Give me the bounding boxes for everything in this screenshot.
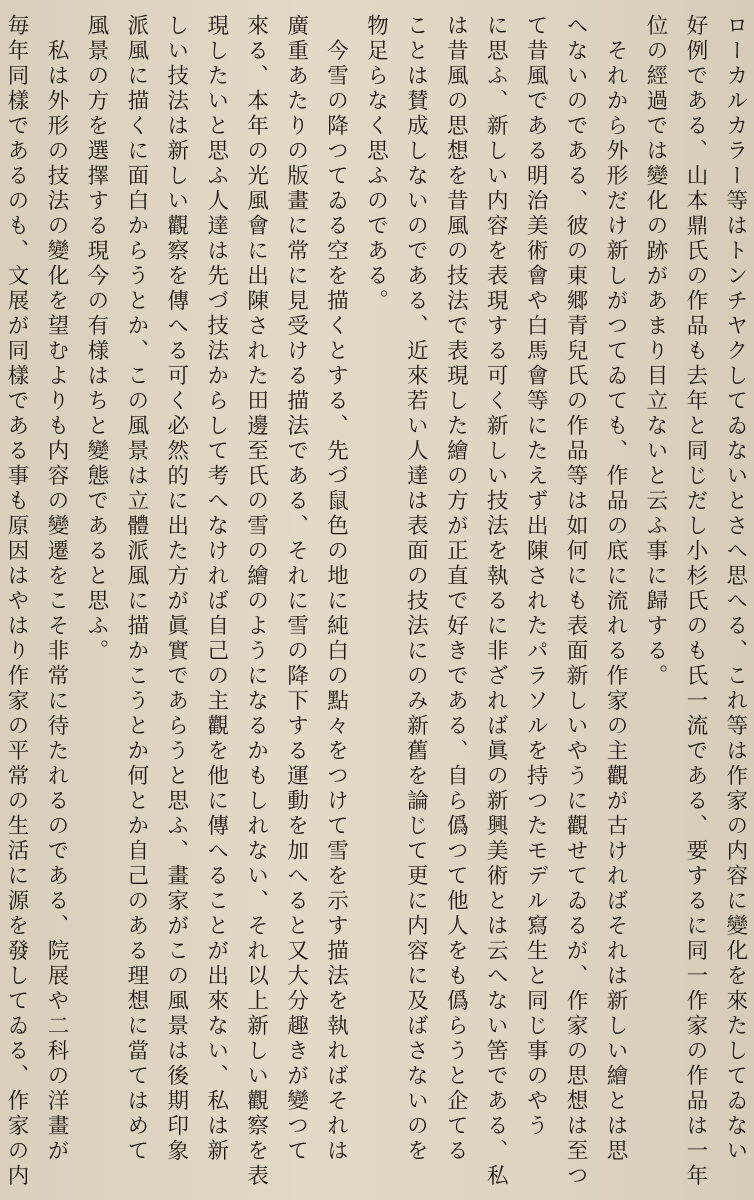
text-column: 物足らなく思ふのである。: [363, 14, 389, 314]
text-column: 現したいと思ふ人達は先づ技法からして考へなければ自己の主觀を他に傳へることが出來ない、私は新: [203, 14, 229, 1164]
text-column: 位の經過では變化の跡があまり目立ないと云ふ事に歸する。: [643, 14, 668, 689]
text-column: 好例である、山本鼎氏の作品も去年と同じだし小杉氏のも氏一流である、要するに同一作家の作品は一年: [682, 14, 708, 1189]
vertical-text-block: [2, 14, 750, 1190]
text-column: 今雪の降つてゐる空を描くとする、先づ鼠色の地に純白の點々をつけて雪を示す描法を執ればそれは: [323, 14, 349, 1164]
text-column: ことは賛成しないのである、近來若い人達は表面の技法にのみ新舊を論じて更に内容に及ばさないのを: [403, 14, 429, 1164]
text-column: ローカルカラー等はトンチヤクしてゐないとさへ思へる、これ等は作家の内容に變化を來たしてゐない: [722, 14, 748, 1164]
text-column: へないのである、彼の東郷青兒氏の作品等は如何にも表面新しいやうに觀せてゐるが、作家の思想は至つ: [563, 14, 589, 1189]
text-column: は昔風の思想を昔風の技法で表現した繪の方が正直で好きである、自ら僞つて他人をも僞らうと企てる: [443, 14, 469, 1164]
text-column: 來る、本年の光風會に出陳された田邊至氏の雪の繪のようになるかもしれない、それ以上新しい觀察を表: [243, 14, 269, 1189]
text-column: しい技法は新しい觀察を傳へる可く必然的に出た方が眞實であらうと思ふ、畫家がこの風景は後期印象: [163, 14, 189, 1164]
text-column: 私は外形の技法の變化を望むよりも内容の變遷をこそ非常に待たれるのである、院展や二科の洋畫が: [43, 14, 69, 1164]
text-column: 廣重あたりの版畫に常に見受ける描法である、それに雪の降下する運動を加へると又大分趣きが變つて: [283, 14, 309, 1164]
text-column: 派風に描くに面白からうとか、この風景は立體派風に描かこうとか何とか自己のある理想に當てはめて: [123, 14, 149, 1164]
text-column: それから外形だけ新しがつてゐても、作品の底に流れる作家の主觀が古ければそれは新しい繪とは思: [603, 14, 629, 1164]
text-column: て昔風である明治美術會や白馬會等にたえず出陳されたパラソルを持つたモデル寫生と同じ事のやう: [523, 14, 549, 1139]
text-column: 風景の方を選擇する現今の有様はちと變態であると思ふ。: [83, 14, 109, 664]
text-column: 毎年同樣であるのも、文展が同樣である事も原因はやはり作家の平常の生活に源を發してゐる、作家の内: [4, 14, 29, 1189]
text-column: に思ふ、新しい内容を表現する可く新しい技法を執るに非ざれば眞の新興美術とは云へない筈である、私: [483, 14, 509, 1189]
